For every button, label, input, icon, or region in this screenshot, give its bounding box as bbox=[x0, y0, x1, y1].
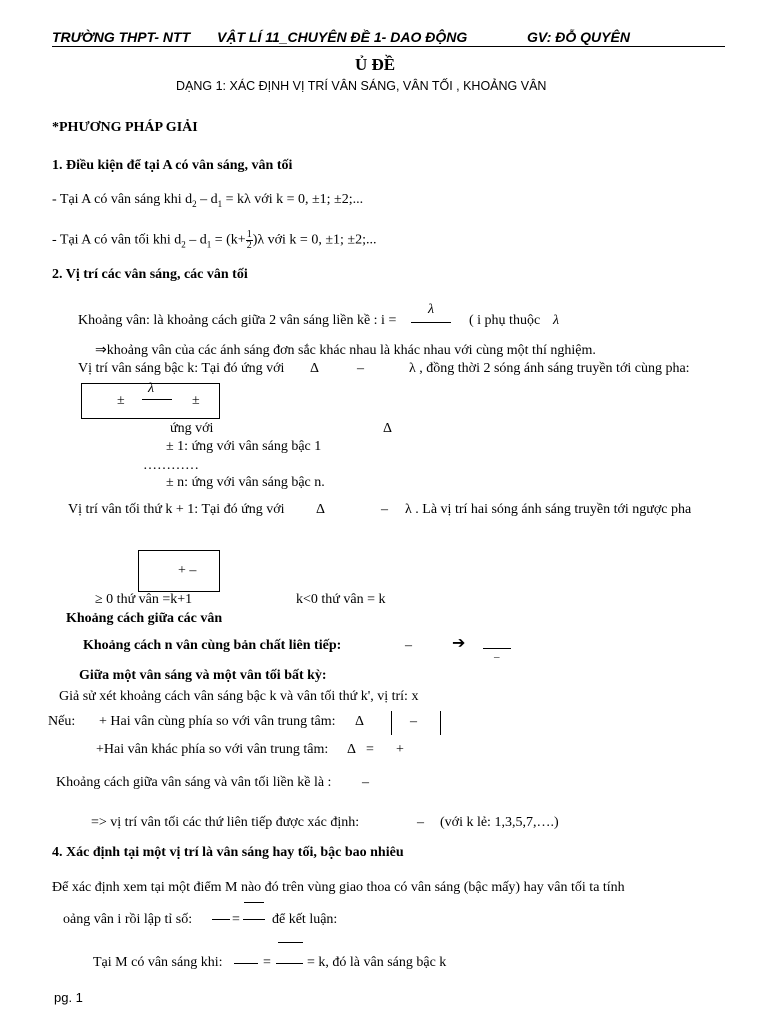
plus-minus-text: + – bbox=[178, 563, 197, 578]
fraction-bar bbox=[234, 963, 258, 964]
lien-ke-line: Khoảng cách giữa vân sáng và vân tối liền kề là : bbox=[56, 775, 332, 790]
condition-dark: - Tại A có vân tối khi $d_2 - d_1 = (k+$ $\frac{1}{2}$ )λ với k = 0, ±1; ±2;... bbox=[52, 229, 377, 251]
delta-symbol: Δ bbox=[355, 714, 365, 729]
page-number: pg. 1 bbox=[54, 990, 83, 1005]
plus-minus-symbol: ± bbox=[192, 393, 200, 408]
delta-symbol: Δ bbox=[347, 742, 357, 757]
n-van-line: Khoảng cách n vân cùng bản chất liên tiếp: bbox=[83, 638, 342, 653]
vt-toi-rest: λ . Là vị trí hai sóng ánh sáng truyền tới ngược pha bbox=[405, 502, 692, 517]
fraction-bar bbox=[142, 399, 172, 400]
delta-symbol: Δ bbox=[316, 502, 326, 517]
abs-bar bbox=[391, 711, 392, 735]
vt-toi-label: Vị trí vân tối thứ k + 1: Tại đó ứng với bbox=[68, 502, 285, 517]
order-1: ± 1: ứng với vân sáng bậc 1 bbox=[166, 439, 322, 454]
equals-symbol: = bbox=[232, 912, 240, 927]
section4-p1: Để xác định xem tại một điểm M nào đó trên vùng giao thoa có vân sáng (bậc mấy) hay vân tối ta tính bbox=[52, 880, 625, 895]
dash-symbol: – bbox=[381, 502, 388, 517]
equals-symbol: = bbox=[366, 742, 374, 757]
vt-sang-rest: λ , đồng thời 2 sóng ánh sáng truyền tới cùng pha: bbox=[409, 361, 690, 376]
delta-symbol: Δ bbox=[383, 421, 393, 436]
fraction-bar bbox=[244, 902, 264, 903]
ung-voi: ứng với bbox=[170, 421, 214, 436]
header-subject: VẬT LÍ 11_CHUYÊN ĐỀ 1- DAO ĐỘNG bbox=[217, 29, 468, 45]
neu-label: Nếu: bbox=[48, 714, 76, 729]
fraction-bar bbox=[276, 963, 303, 964]
header-teacher: GV: ĐỖ QUYÊN bbox=[527, 29, 630, 45]
dash-symbol: – bbox=[357, 361, 364, 376]
vt-toi-lien-tiep: => vị trí vân tối các thứ liên tiếp được xác định: bbox=[91, 815, 360, 830]
implies-line: ⇒khoảng vân của các ánh sáng đơn sắc khác nhau là khác nhau với cùng một thí nghiệm. bbox=[95, 343, 596, 358]
dash-symbol: – bbox=[362, 775, 369, 790]
section4-p3: Tại M có vân sáng khi: bbox=[93, 955, 223, 970]
lambda-symbol: λ bbox=[553, 313, 560, 328]
fraction-bar bbox=[278, 942, 303, 943]
arrow-icon: ➔ bbox=[452, 635, 466, 652]
header-school: TRƯỜNG THPT- NTT bbox=[52, 29, 191, 45]
dots: ………… bbox=[143, 458, 199, 473]
fraction-denominator: – bbox=[494, 651, 500, 663]
giua-heading: Giữa một vân sáng và một vân tối bất kỳ: bbox=[79, 668, 327, 683]
k-ge0: ≥ 0 thứ vân =k+1 bbox=[95, 592, 193, 607]
lambda-symbol: λ bbox=[428, 302, 435, 317]
equals-symbol: = bbox=[263, 955, 271, 970]
dash-symbol: – bbox=[405, 638, 412, 653]
page-title: Ủ ĐỀ bbox=[355, 55, 396, 74]
dash-symbol: – bbox=[410, 714, 417, 729]
k-lt0: k<0 thứ vân = k bbox=[296, 592, 386, 607]
delta-symbol: Δ bbox=[310, 361, 320, 376]
gia-su-line: Giả sử xét khoảng cách vân sáng bậc k và vân tối thứ k', vị trí: x bbox=[59, 689, 419, 704]
cung-phia-line: + Hai vân cùng phía so với vân trung tâm: bbox=[99, 714, 336, 729]
header-rule bbox=[52, 46, 725, 47]
vt-sang-label: Vị trí vân sáng bậc k: Tại đó ứng với bbox=[78, 361, 285, 376]
section3-heading: Khoảng cách giữa các vân bbox=[66, 611, 223, 626]
condition-bright: - Tại A có vân sáng khi $d_2 - d_1 = k\lambda$ với k = 0, ±1; ±2;... bbox=[52, 192, 364, 209]
fraction-bar bbox=[411, 322, 451, 323]
page-subtitle: DẠNG 1: XÁC ĐỊNH VỊ TRÍ VÂN SÁNG, VÂN TỐI , KHOẢNG VÂN bbox=[176, 79, 547, 93]
section2-heading: 2. Vị trí các vân sáng, các vân tối bbox=[52, 267, 248, 282]
section4-p2: oảng vân i rồi lập tỉ số: bbox=[63, 912, 193, 927]
half-fraction: $\frac{1}{2}$ bbox=[246, 229, 252, 251]
fraction-bar bbox=[212, 919, 230, 920]
plus-minus-symbol: ± bbox=[117, 393, 125, 408]
section4-heading: 4. Xác định tại một vị trí là vân sáng hay tối, bậc bao nhiêu bbox=[52, 845, 404, 860]
section4-p3-post: = k, đó là vân sáng bậc k bbox=[307, 955, 447, 970]
method-heading: *PHƯƠNG PHÁP GIẢI bbox=[52, 120, 198, 135]
dash-symbol: – bbox=[417, 815, 424, 830]
order-n: ± n: ứng với vân sáng bậc n. bbox=[166, 475, 325, 490]
plus-symbol: + bbox=[396, 742, 404, 757]
khoang-van-def: Khoảng vân: là khoảng cách giữa 2 vân sáng liền kề : i = bbox=[78, 313, 397, 328]
phu-thuoc: ( i phụ thuộc bbox=[469, 313, 541, 328]
khac-phia-line: +Hai vân khác phía so với vân trung tâm: bbox=[96, 742, 329, 757]
section1-heading: 1. Điều kiện để tại A có vân sáng, vân tối bbox=[52, 158, 293, 173]
section4-p2-post: để kết luận: bbox=[272, 912, 338, 927]
vt-toi-note: (với k lẻ: 1,3,5,7,….) bbox=[440, 815, 559, 830]
abs-bar bbox=[440, 711, 441, 735]
fraction-bar bbox=[243, 919, 265, 920]
lambda-symbol: λ bbox=[148, 381, 155, 396]
